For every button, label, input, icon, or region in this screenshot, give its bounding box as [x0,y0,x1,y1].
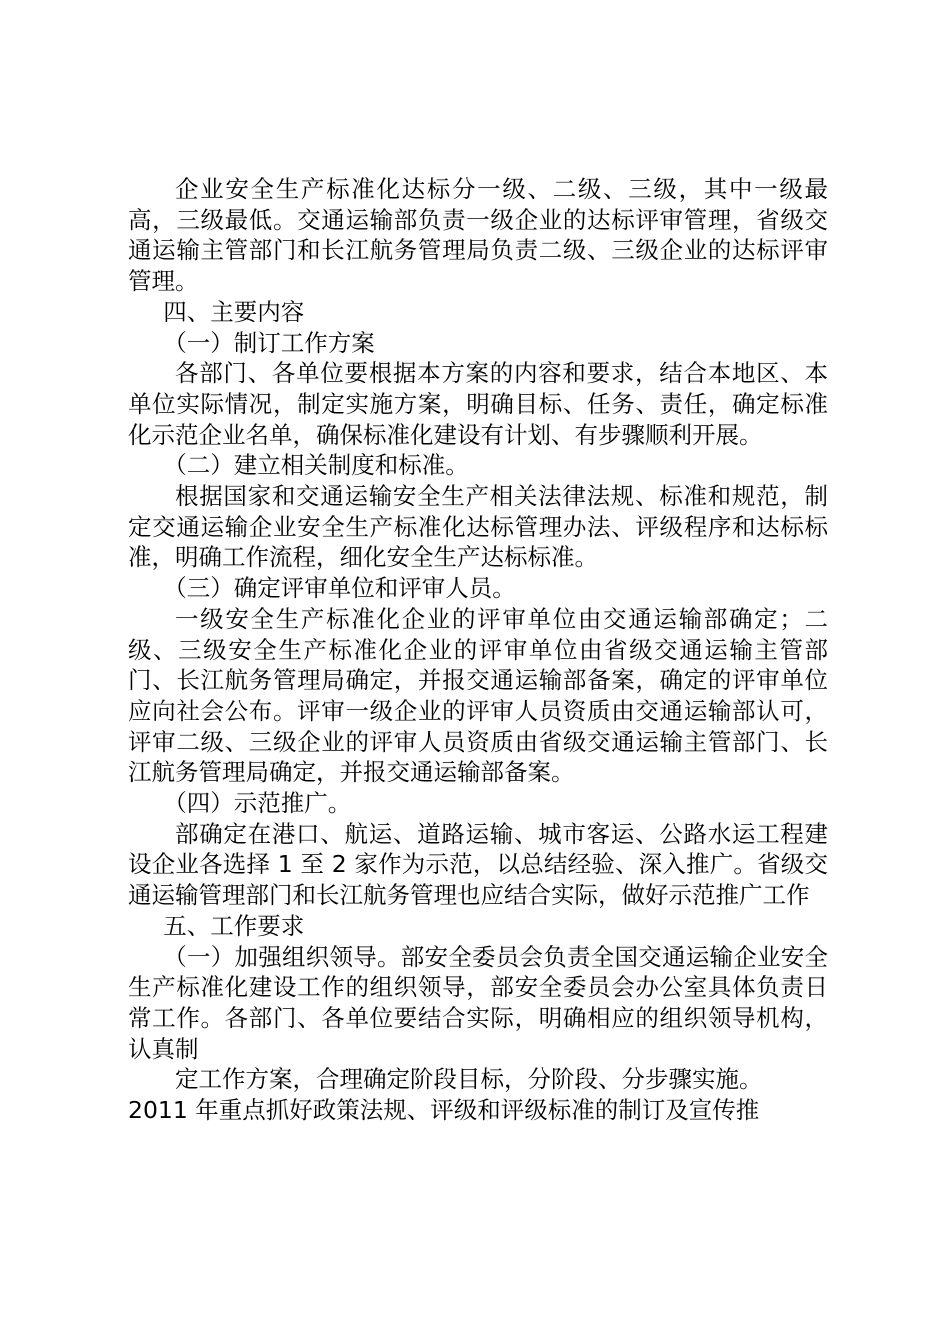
subheading-work-plan: （一）制订工作方案 [163,328,375,357]
paragraph-demonstration: 部确定在港口、航运、道路运输、城市客运、公路水运工程建设企业各选择 1 至 2 家作为示范，以总结经验、深入推广。省级交通运输管理部门和长江航务管理也应结合实际，做好示范推广工作 [128,819,828,910]
document-body [128,174,828,1126]
paragraph-2011-focus: 2011 年重点抓好政策法规、评级和评级标准的制订及宣传推 [128,1096,760,1125]
section-heading-work-requirements: 五、工作要求 [163,911,305,940]
paragraph-regulations-standards: 根据国家和交通运输安全生产相关法律法规、标准和规范，制定交通运输企业安全生产标准化达标管理办法、评级程序和达标标准，明确工作流程，细化安全生产达标标准。 [128,482,828,572]
subheading-regulations-standards: （二）建立相关制度和标准。 [163,451,469,480]
paragraph-work-plan: 各部门、各单位要根据本方案的内容和要求，结合本地区、本单位实际情况，制定实施方案，明确目标、任务、责任，确定标准化示范企业名单，确保标准化建设有计划、有步骤顺利开展。 [128,359,828,449]
paragraph-organization-leadership: （一）加强组织领导。部安全委员会负责全国交通运输企业安全生产标准化建设工作的组织领导，部安全委员会办公室具体负责日常工作。各部门、各单位要结合实际，明确相应的组织领导机构，认真制 [128,942,828,1063]
section-heading-main-content: 四、主要内容 [163,297,305,326]
subheading-review-units: （三）确定评审单位和评审人员。 [163,574,516,603]
paragraph-work-plan-continued: 定工作方案，合理确定阶段目标，分阶段、分步骤实施。 [175,1065,763,1094]
paragraph-grading-levels: 企业安全生产标准化达标分一级、二级、三级，其中一级最高，三级最低。交通运输部负责一级企业的达标评审管理，省级交通运输主管部门和长江航务管理局负责二级、三级企业的达标评审管理。 [128,175,828,296]
subheading-demonstration: （四）示范推广。 [163,789,352,818]
paragraph-review-units: 一级安全生产标准化企业的评审单位由交通运输部确定；二级、三级安全生产标准化企业的评审单位由省级交通运输主管部门、长江航务管理局确定，并报交通运输部备案，确定的评审单位应向社会公布。评审一级企业的评审人员资质由交通运输部认可，评审二级、三级企业的评审人员资质由省级交通运输主管部门、长江航务管理局确定，并报交通运输部备案。 [128,604,828,787]
